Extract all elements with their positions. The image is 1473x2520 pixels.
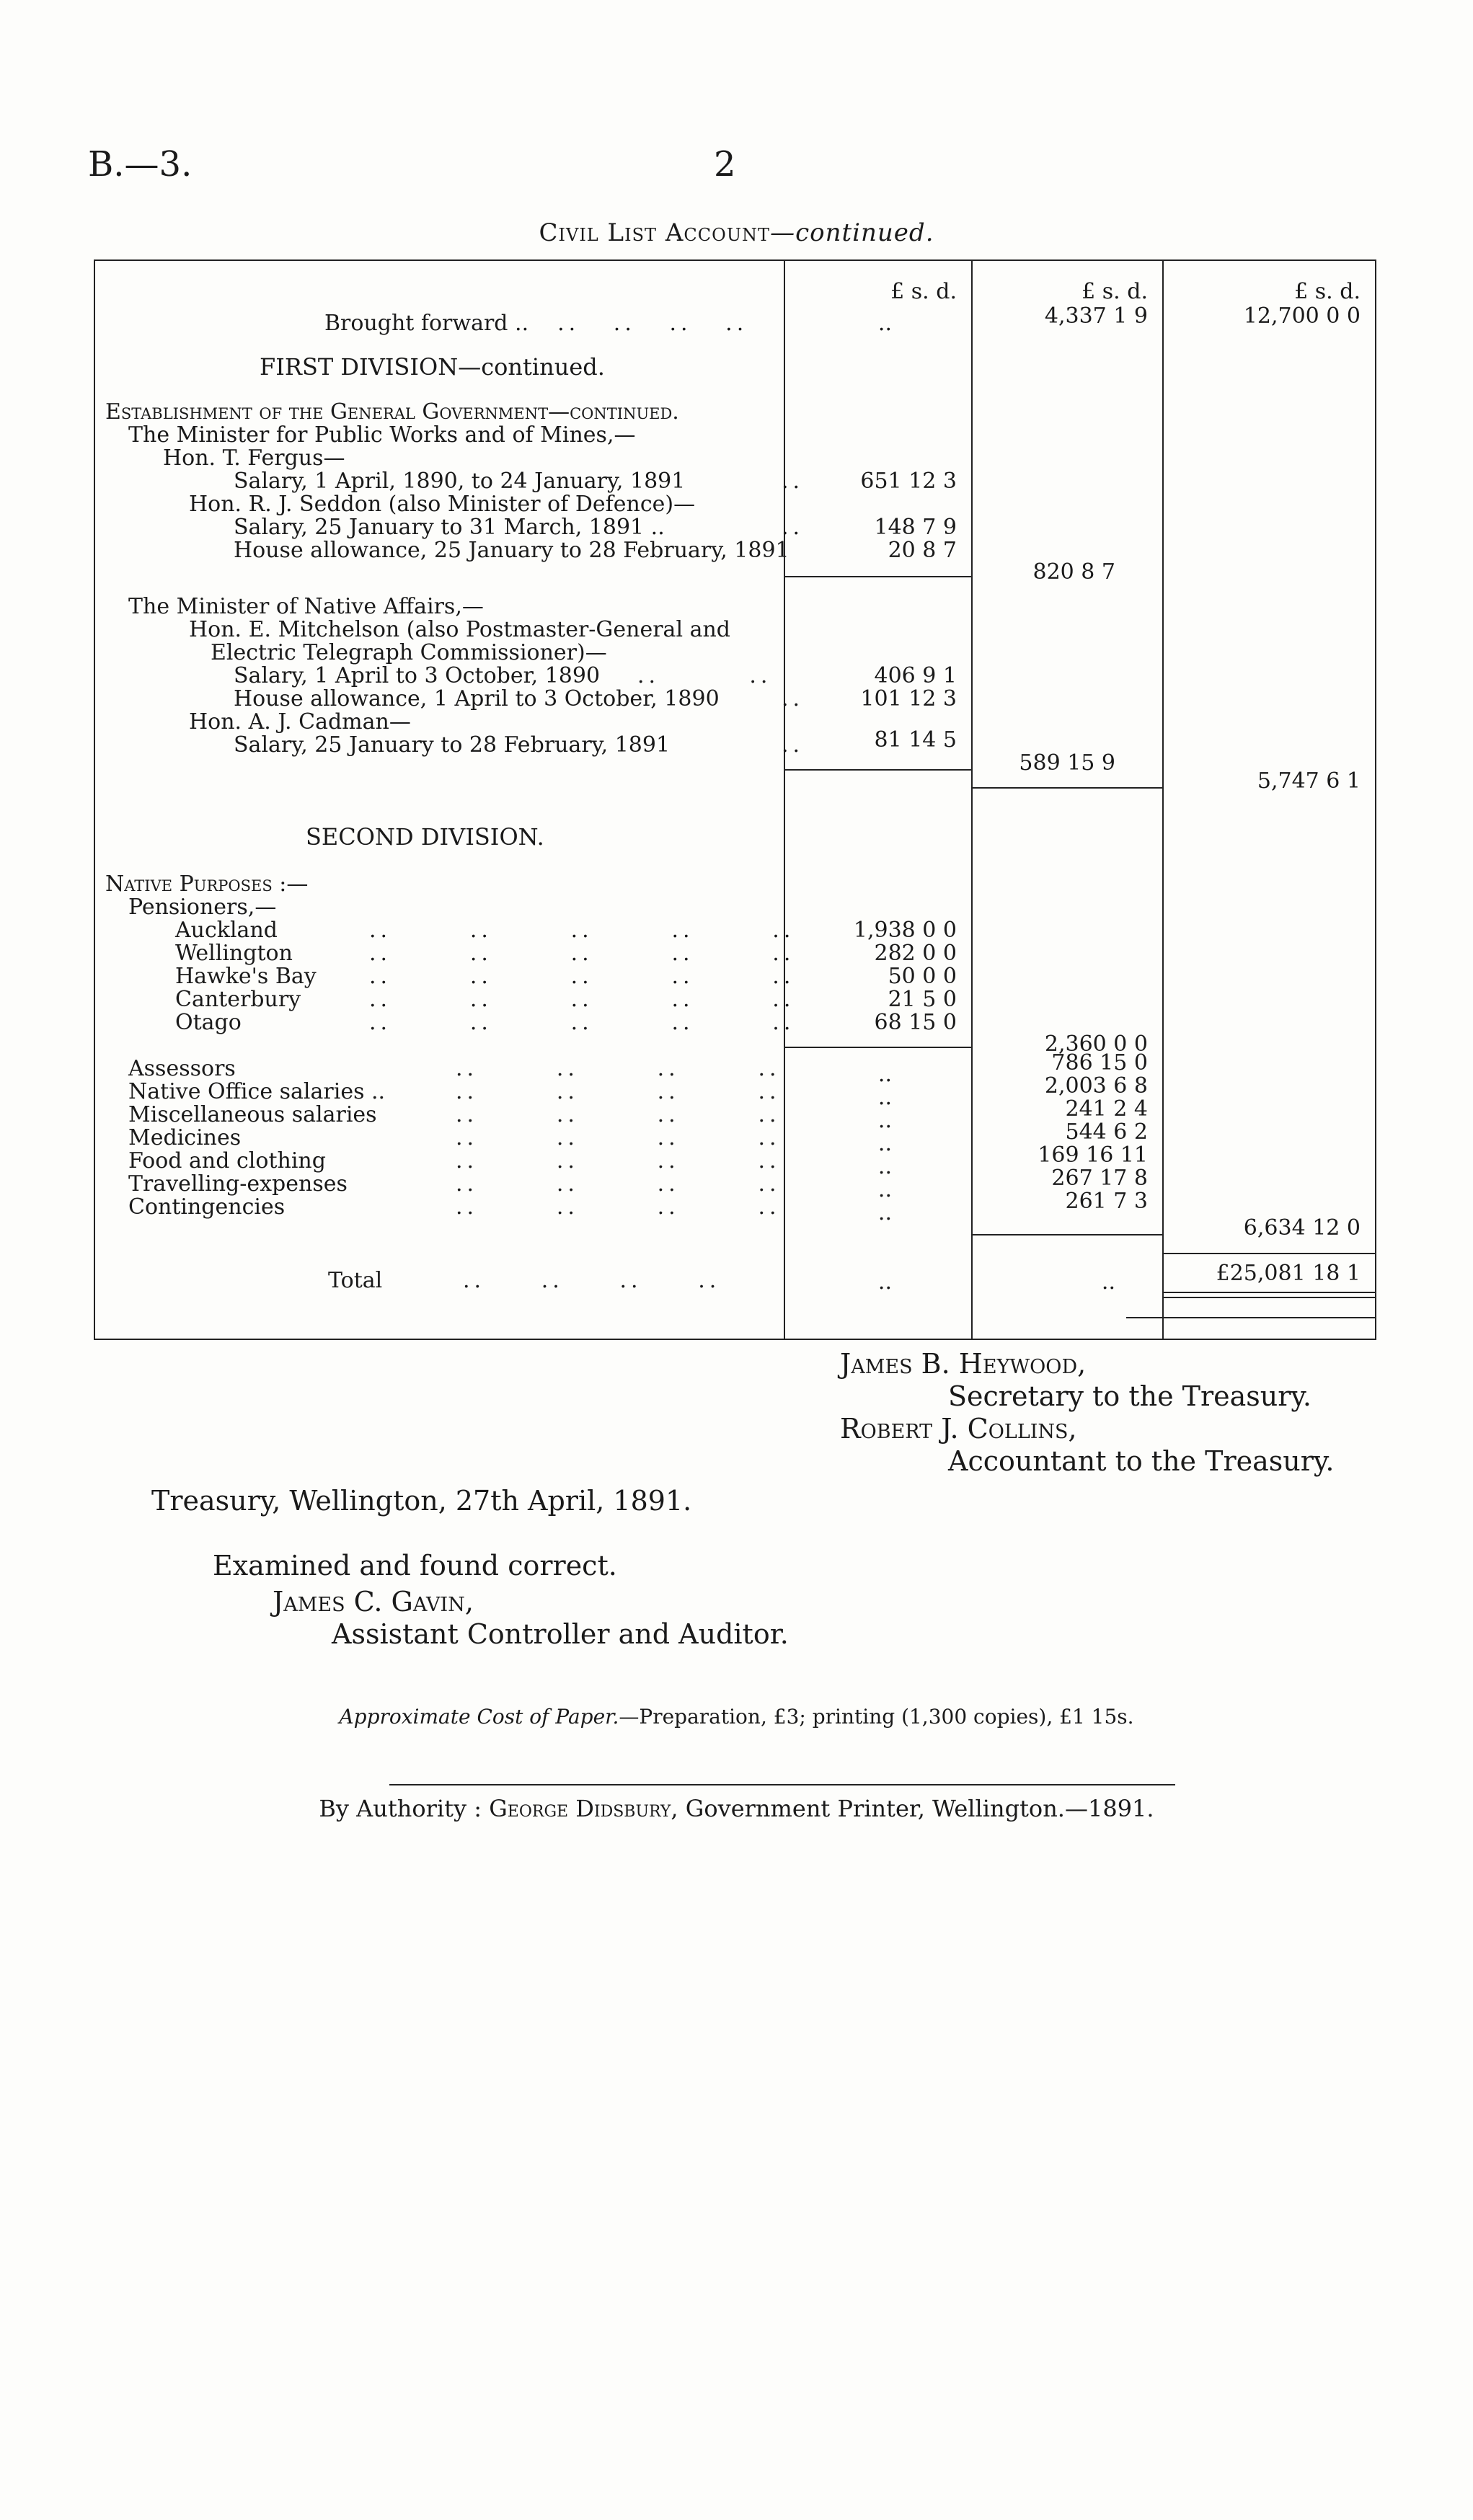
- printer-authority: By Authority : George Didsbury, Government Printer, Wellington.—1891.: [319, 1795, 1154, 1822]
- pensioner-row-label: Hawke's Bay: [175, 964, 317, 989]
- footer-rule: [389, 1784, 1175, 1785]
- mitchelson-house-amount: 101 12 3: [860, 686, 957, 711]
- expense-row-label: Contingencies: [128, 1194, 286, 1220]
- leader-dots: .. .. .. .. ..: [369, 964, 795, 989]
- caption-title: Civil List Account: [539, 218, 771, 247]
- expense-row-label: Medicines: [128, 1125, 242, 1150]
- pensioner-row-label: Auckland: [175, 918, 278, 943]
- first-division-total: 5,747 6 1: [1257, 768, 1361, 794]
- expense-row-amount: 261 7 3: [1065, 1189, 1148, 1214]
- second-division-heading: SECOND DIVISION.: [306, 823, 544, 851]
- expense-row-label: Native Office salaries ..: [128, 1079, 386, 1104]
- collins-title: Accountant to the Treasury.: [948, 1445, 1335, 1477]
- treasury-place-date: Treasury, Wellington, 27th April, 1891.: [151, 1485, 692, 1517]
- minister-works-heading: The Minister for Public Works and of Mines,—: [128, 422, 636, 448]
- column-divider: [1162, 261, 1164, 1339]
- leader-dots: .. .. .. .. ..: [369, 1010, 795, 1035]
- column-header-1: £ s. d.: [890, 279, 957, 304]
- minister-native-heading: The Minister of Native Affairs,—: [128, 594, 484, 619]
- gavin-title: Assistant Controller and Auditor.: [332, 1618, 789, 1650]
- expense-row-label: Food and clothing: [128, 1148, 326, 1174]
- ledger-table: [94, 259, 1376, 1340]
- brought-forward-label: Brought forward .. .. .. .. ..: [324, 311, 748, 336]
- mitchelson-salary-amount: 406 9 1: [874, 663, 957, 688]
- expense-row-amount: 786 15 0: [1051, 1050, 1148, 1075]
- grand-total: £25,081 18 1: [1216, 1261, 1361, 1286]
- mitchelson-heading-2: Electric Telegraph Commissioner)—: [211, 640, 607, 665]
- collins-name: Robert J. Collins,: [840, 1413, 1077, 1445]
- expense-row-col1: ..: [877, 1131, 892, 1156]
- seddon-heading: Hon. R. J. Seddon (also Minister of Defence)—: [189, 492, 696, 517]
- expense-row-amount: 2,003 6 8: [1044, 1073, 1148, 1099]
- document-caption: [0, 218, 1473, 247]
- total-double-rule: [1162, 1292, 1375, 1293]
- fergus-heading: Hon. T. Fergus—: [163, 445, 345, 471]
- subtotal-rule: [784, 1047, 971, 1048]
- expense-row-label: Miscellaneous salaries: [128, 1102, 377, 1127]
- establishment-heading: Establishment of the General Government—continued.: [105, 399, 679, 425]
- pensioner-row-label: Canterbury: [175, 987, 301, 1012]
- expense-row-amount: 544 6 2: [1065, 1119, 1148, 1145]
- subtotal-rule: [784, 576, 971, 577]
- seddon-house-amount: 20 8 7: [888, 538, 957, 563]
- mitchelson-house-label: House allowance, 1 April to 3 October, 1890 ..: [234, 686, 805, 711]
- pensioner-row-amount: 68 15 0: [874, 1010, 957, 1035]
- caption-suffix: —continued.: [770, 218, 934, 247]
- pensioner-row-amount: 1,938 0 0: [853, 918, 957, 943]
- pensioner-row-label: Wellington: [175, 941, 293, 966]
- brought-forward-col2: 4,337 1 9: [1044, 303, 1148, 329]
- gavin-name: James C. Gavin,: [273, 1586, 474, 1618]
- leader-dots: .. .. .. ..: [456, 1171, 781, 1197]
- total-double-rule: [1162, 1297, 1375, 1298]
- expense-row-col1: ..: [877, 1200, 892, 1225]
- cadman-salary-label: Salary, 25 January to 28 February, 1891 ..: [234, 732, 805, 758]
- column-header-3: £ s. d.: [1294, 279, 1361, 304]
- expense-row-col1: ..: [877, 1062, 892, 1087]
- fergus-salary-label: Salary, 1 April, 1890, to 24 January, 1891 ..: [234, 469, 805, 494]
- native-subtotal: 589 15 9: [1019, 750, 1115, 776]
- total-col1: ..: [877, 1269, 892, 1295]
- expense-row-col1: ..: [877, 1085, 892, 1110]
- leader-dots: .. .. .. ..: [456, 1194, 781, 1220]
- column-header-2: £ s. d.: [1081, 279, 1148, 304]
- division-rule: [971, 787, 1162, 789]
- cost-of-paper-note: Approximate Cost of Paper.—Preparation, £3; printing (1,300 copies), £1 15s.: [339, 1705, 1134, 1729]
- first-division-heading: FIRST DIVISION—continued.: [260, 353, 605, 381]
- expense-row-amount: 267 17 8: [1051, 1166, 1148, 1191]
- expense-row-col1: ..: [877, 1108, 892, 1133]
- seddon-salary-amount: 148 7 9: [874, 515, 957, 540]
- cadman-salary-amount: 81 14 5: [874, 727, 957, 753]
- fergus-salary-amount: 651 12 3: [860, 469, 957, 494]
- expense-row-label: Assessors: [128, 1056, 236, 1081]
- total-col2: ..: [1101, 1269, 1115, 1295]
- mitchelson-heading-1: Hon. E. Mitchelson (also Postmaster-General and: [189, 617, 730, 642]
- pensioners-heading: Pensioners,—: [128, 895, 277, 920]
- leader-dots: .. .. .. .. ..: [369, 941, 795, 966]
- works-subtotal: 820 8 7: [1032, 559, 1115, 585]
- expense-row-col1: ..: [877, 1154, 892, 1179]
- examined-statement: Examined and found correct.: [213, 1550, 617, 1581]
- pensioner-row-amount: 282 0 0: [874, 941, 957, 966]
- pensioner-row-amount: 50 0 0: [888, 964, 957, 989]
- page-reference: B.—3.: [88, 144, 193, 185]
- expense-row-col1: ..: [877, 1177, 892, 1202]
- leader-dots: .. .. .. .. ..: [369, 918, 795, 943]
- pensioner-row-label: Otago: [175, 1010, 242, 1035]
- expense-row-amount: 241 2 4: [1065, 1096, 1148, 1122]
- table-bottom-rule: [1126, 1317, 1375, 1318]
- expense-row-amount: 169 16 11: [1038, 1143, 1148, 1168]
- subtotal-rule: [784, 769, 971, 771]
- expense-row-label: Travelling-expenses: [128, 1171, 348, 1197]
- heywood-name: James B. Heywood,: [840, 1348, 1087, 1380]
- seddon-house-label: House allowance, 25 January to 28 February, 1891: [234, 538, 789, 563]
- mitchelson-salary-label: Salary, 1 April to 3 October, 1890 .. ..: [234, 663, 772, 688]
- seddon-salary-label: Salary, 25 January to 31 March, 1891 .. ..: [234, 515, 805, 540]
- leader-dots: .. .. .. .. ..: [369, 987, 795, 1012]
- leader-dots: .. .. .. ..: [456, 1148, 781, 1174]
- brought-forward-col1: ..: [877, 311, 892, 336]
- leader-dots: .. .. .. ..: [456, 1079, 781, 1104]
- total-label: Total .. .. .. ..: [328, 1268, 721, 1293]
- leader-dots: .. .. .. ..: [456, 1056, 781, 1081]
- pensioner-row-amount: 21 5 0: [888, 987, 957, 1012]
- cadman-heading: Hon. A. J. Cadman—: [189, 709, 411, 735]
- division-rule: [1162, 1253, 1375, 1254]
- second-division-total: 6,634 12 0: [1243, 1215, 1361, 1241]
- heywood-title: Secretary to the Treasury.: [948, 1380, 1311, 1412]
- brought-forward-col3: 12,700 0 0: [1243, 303, 1361, 329]
- pensioners-subtotal: 2,360 0 0: [1044, 1031, 1148, 1057]
- leader-dots: .. .. .. ..: [456, 1125, 781, 1150]
- division-rule: [971, 1234, 1162, 1235]
- native-purposes-heading: Native Purposes :—: [105, 871, 309, 897]
- leader-dots: .. .. .. ..: [456, 1102, 781, 1127]
- page-number: 2: [714, 144, 736, 185]
